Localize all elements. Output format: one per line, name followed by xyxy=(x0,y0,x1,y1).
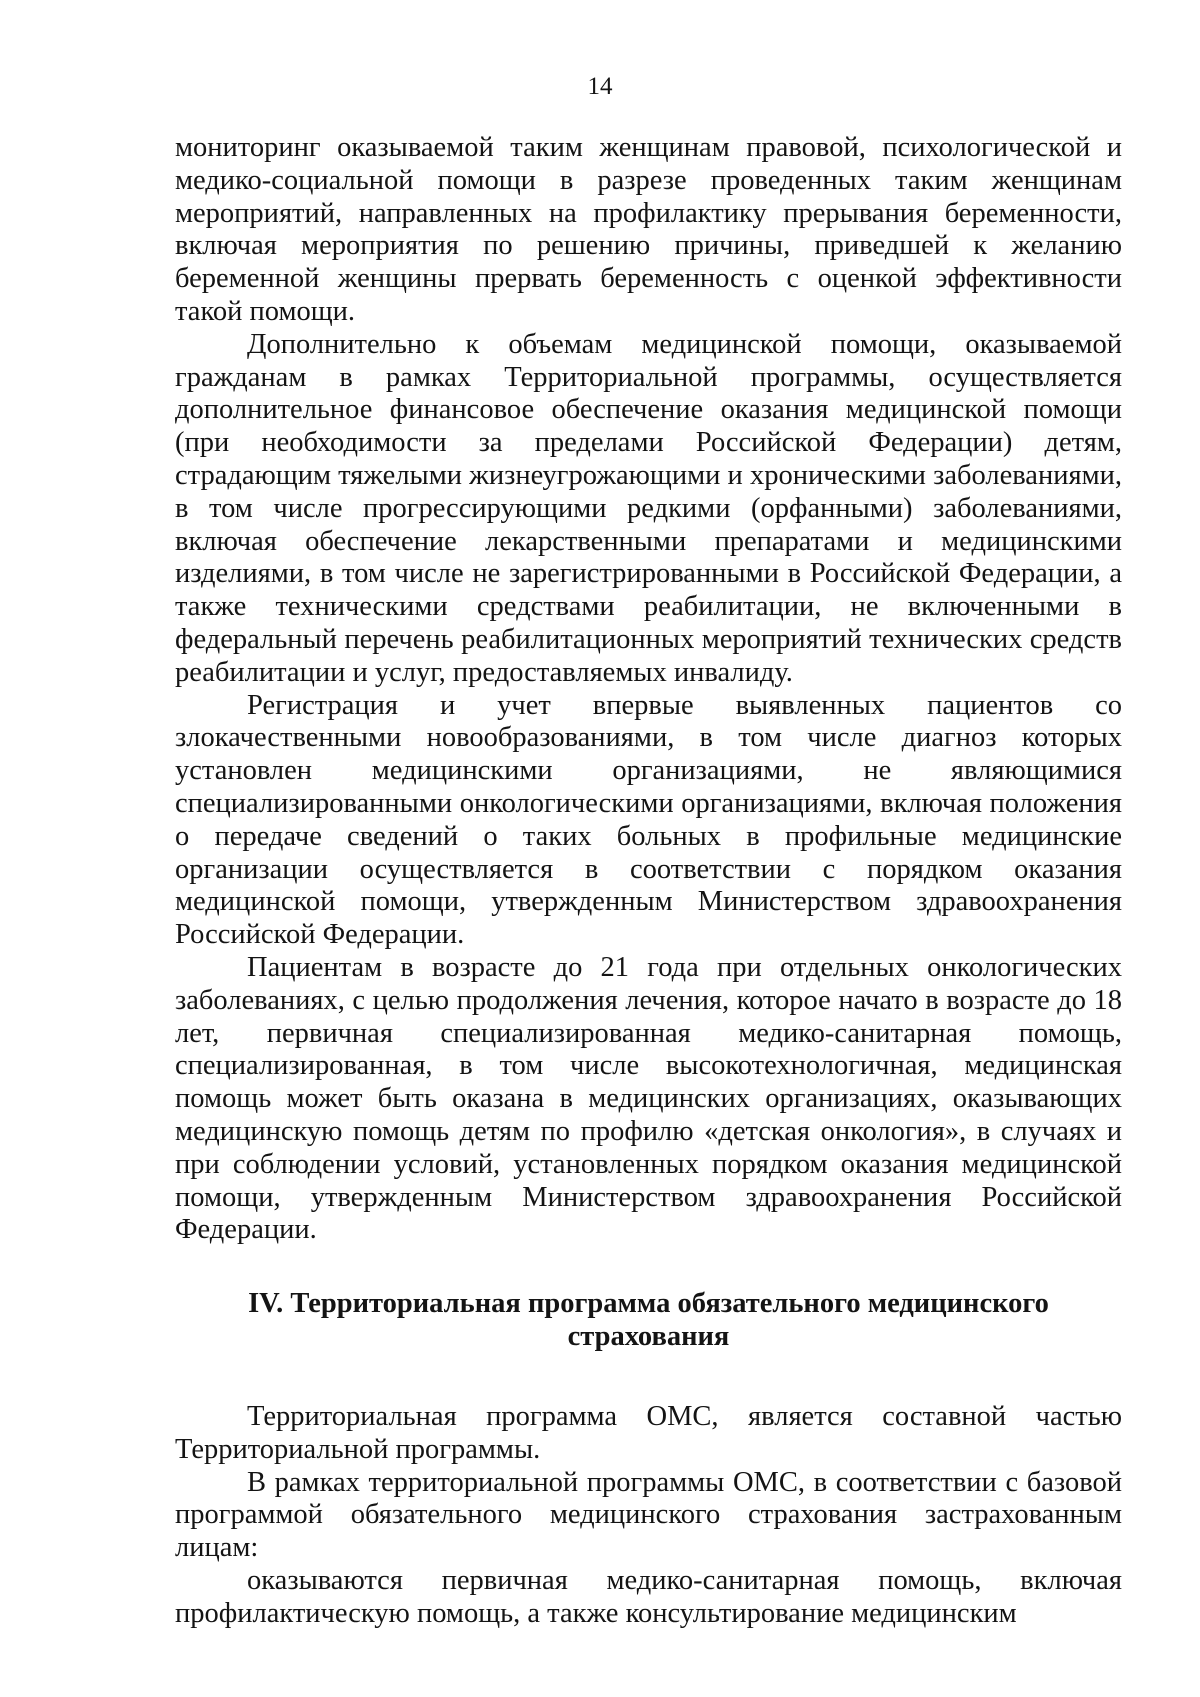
paragraph-additional-funding: Дополнительно к объемам медицинской помощи, оказываемой гражданам в рамках Территориальной программы, осуществляется дополнительное финансовое обеспечение оказания медицинской помощи (при необходимости за пределами Российской Федерации) детям, страдающим тяжелыми жизнеугрожающими и хроническими заболеваниями, в том числе прогрессирующими редкими (орфанными) заболеваниями, включая обеспечение лекарственными препаратами и медицинскими изделиями, в том числе не зарегистрированными в Российской Федерации, а также техническими средствами реабилитации, не включенными в федеральный перечень реабилитационных мероприятий технических средств реабилитации и услуг, предоставляемых инвалиду. xyxy=(175,328,1122,688)
paragraph-continuation: мониторинг оказываемой таким женщинам правовой, психологической и медико-социальной помощи в разрезе проведенных таким женщинам мероприятий, направленных на профилактику прерывания беременности, включая мероприятия по решению причины, приведшей к желанию беременной женщины прервать беременность с оценкой эффективности такой помощи. xyxy=(175,132,1122,327)
page-number: 14 xyxy=(587,73,613,100)
section-heading: IV. Территориальная программа обязательного медицинского страхования xyxy=(248,1288,1049,1353)
paragraph-patients-under-21: Пациентам в возрасте до 21 года при отдельных онкологических заболеваниях, с целью продолжения лечения, которое начато в возрасте до 18 лет, первичная специализированная медико-санитарная помощь, специализированная, в том числе высокотехнологичная, медицинская помощь может быть оказана в медицинских организациях, оказывающих медицинскую помощь детям по профилю «детская онкология», в случаях и при соблюдении условий, установленных порядком оказания медицинской помощи, утвержденным Министерством здравоохранения Российской Федерации. xyxy=(175,951,1122,1246)
paragraph-oms-scope: В рамках территориальной программы ОМС, в соответствии с базовой программой обязательного медицинского страхования застрахованным лицам: xyxy=(175,1466,1122,1564)
paragraph-cancer-registration: Регистрация и учет впервые выявленных пациентов со злокачественными новообразованиями, в том числе диагноз которых установлен медицинскими организациями, не являющимися специализированными онкологическими организациями, включая положения о передаче сведений о таких больных в профильные медицинские организации осуществляется в соответствии с порядком оказания медицинской помощи, утвержденным Министерством здравоохранения Российской Федерации. xyxy=(175,689,1122,951)
document-body xyxy=(175,132,1122,1631)
paragraph-primary-care: оказываются первичная медико-санитарная помощь, включая профилактическую помощь, а также консультирование медицинским xyxy=(175,1565,1122,1629)
paragraph-oms-program: Территориальная программа ОМС, является составной частью Территориальной программы. xyxy=(175,1401,1122,1465)
